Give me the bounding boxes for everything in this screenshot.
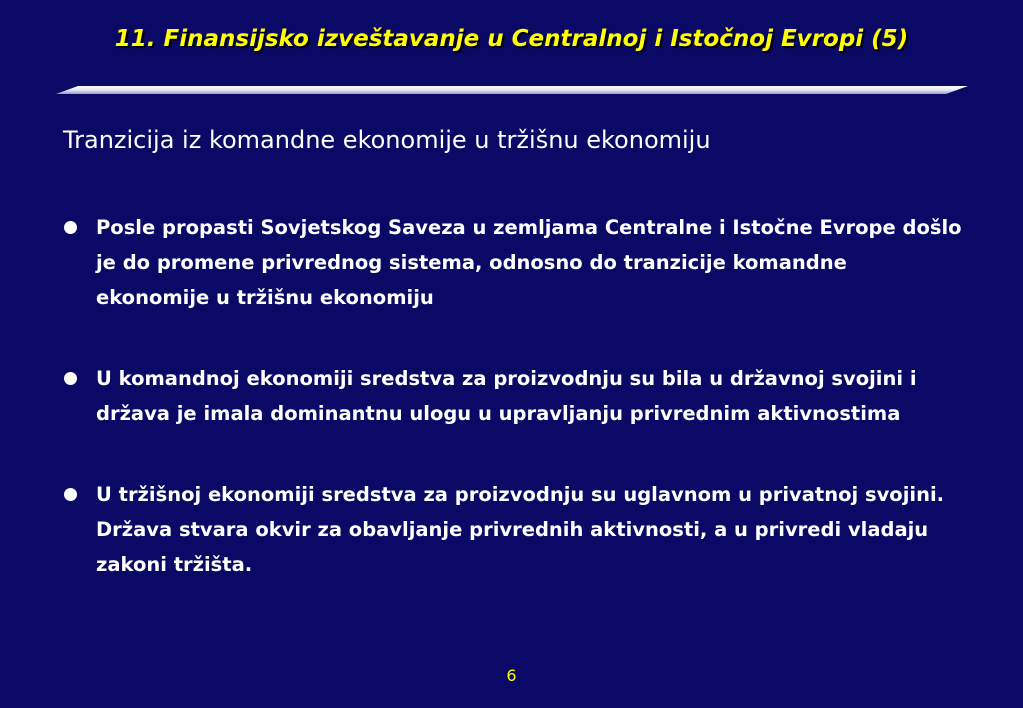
bullet-text: Posle propasti Sovjetskog Saveza u zemljama Centralne i Istočne Evrope došlo je do promene privrednog sistema, odnosno do tranzicije komandne ekonomije u tržišnu ekonomiju bbox=[96, 216, 962, 309]
bullet-dot-icon bbox=[64, 372, 77, 385]
bullet-item bbox=[62, 477, 966, 582]
bullet-item bbox=[62, 210, 966, 315]
page-number: 6 bbox=[506, 666, 517, 685]
bullet-item bbox=[62, 361, 966, 431]
bullet-text: U komandnoj ekonomiji sredstva za proizvodnju su bila u državnoj svojini i država je imala dominantnu ulogu u upravljanju privrednim aktivnostima bbox=[96, 367, 917, 425]
slide-title: 11. Finansijsko izveštavanje u Centralnoj i Istočnoj Evropi (5) bbox=[114, 26, 909, 52]
bullet-dot-icon bbox=[64, 221, 77, 234]
slide-subtitle: Tranzicija iz komandne ekonomije u tržišnu ekonomiju bbox=[63, 126, 711, 154]
title-divider bbox=[56, 86, 968, 94]
bullet-dot-icon bbox=[64, 488, 77, 501]
bullet-text: U tržišnoj ekonomiji sredstva za proizvodnju su uglavnom u privatnoj svojini. Država stvara okvir za obavljanje privrednih aktivnosti, a u privredi vladaju zakoni tržišta. bbox=[96, 483, 945, 576]
bullet-list bbox=[62, 210, 992, 628]
